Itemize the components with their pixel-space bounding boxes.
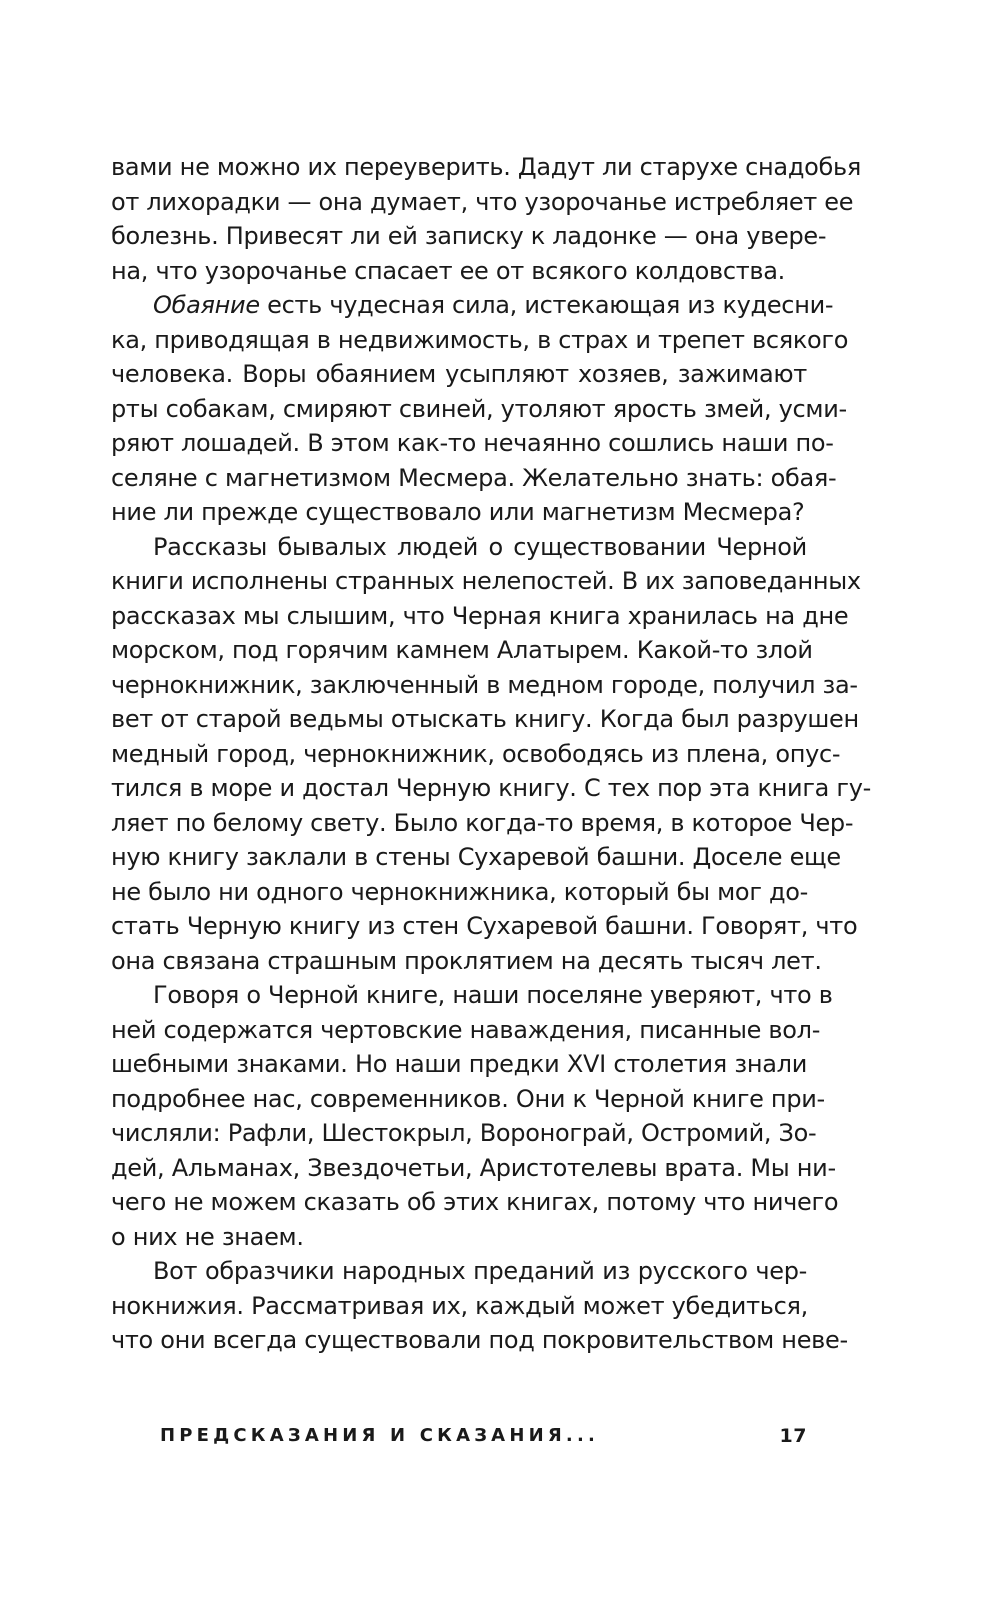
line-text: дей, Альманах, Звездочетьи, Аристотелевы врата. Мы ни- — [111, 1153, 836, 1182]
text-line — [111, 357, 807, 392]
text-line — [111, 1289, 807, 1324]
line-text: ка, приводящая в недвижимость, в страх и трепет всякого — [111, 325, 849, 354]
line-text: селяне с магнетизмом Месмера. Желательно знать: обая- — [111, 463, 837, 492]
line-text: на, что узорочанье спасает ее от всякого колдовства. — [111, 256, 786, 285]
text-line — [111, 944, 822, 979]
text-line — [111, 530, 807, 565]
text-line — [111, 219, 827, 254]
text-line — [111, 702, 859, 737]
line-text: книги исполнены странных нелепостей. В их заповеданных — [111, 567, 861, 595]
line-text: что они всегда существовали под покровительством неве- — [111, 1326, 848, 1354]
text-line — [111, 1220, 807, 1255]
paragraph — [111, 530, 871, 979]
text-line — [111, 737, 841, 772]
line-text: ние ли прежде существовало или магнетизм Месмера? — [111, 498, 805, 526]
line-text: она связана страшным проклятием на десять тысяч лет. — [111, 946, 822, 975]
text-line — [111, 1013, 821, 1048]
line-text: рассказах мы слышим, что Черная книга хранилась на дне — [111, 601, 849, 630]
line-text: человека. Воры обаянием усыпляют хозяев, зажимают — [111, 360, 807, 388]
line-text: от лихорадки — она думает, что узорочанье истребляет ее — [111, 187, 854, 216]
text-line — [111, 1185, 839, 1220]
text-line — [111, 909, 858, 944]
text-line — [111, 185, 854, 220]
line-text: медный город, чернокнижник, освободясь из плена, опус- — [111, 739, 841, 768]
line-text: Говоря о Черной книге, наши поселяне уверяют, что в — [153, 981, 833, 1009]
line-text: вет от старой ведьмы отыскать книгу. Когда был разрушен — [111, 705, 859, 733]
text-line — [111, 633, 813, 668]
text-line — [111, 1047, 807, 1082]
text-line — [111, 1254, 807, 1289]
text-line — [111, 426, 834, 461]
text-line — [111, 150, 862, 185]
text-line — [111, 288, 834, 323]
italic-term: Обаяние — [153, 291, 260, 319]
line-text: тился в море и достал Черную книгу. С тех пор эта книга гу- — [111, 774, 871, 802]
paragraph — [111, 150, 862, 288]
text-line — [111, 978, 833, 1013]
paragraph — [111, 288, 849, 530]
text-line — [111, 564, 861, 599]
text-line — [111, 1323, 848, 1358]
text-line — [111, 495, 807, 530]
text-line — [111, 1151, 836, 1186]
text-line — [111, 806, 854, 841]
text-line — [111, 771, 871, 806]
line-text: болезнь. Привесят ли ей записку к ладонке — она увере- — [111, 222, 827, 250]
line-text: чего не можем сказать об этих книгах, потому что ничего — [111, 1188, 839, 1216]
line-text: чернокнижник, заключенный в медном городе, получил за- — [111, 670, 858, 699]
line-text: ляет по белому свету. Было когда-то время, в которое Чер- — [111, 808, 854, 837]
line-text: числяли: Рафли, Шестокрыл, Воронограй, Остромий, Зо- — [111, 1119, 817, 1147]
text-line — [111, 1116, 817, 1151]
line-text: вами не можно их переуверить. Дадут ли старухе снадобья — [111, 153, 862, 181]
line-text: рты собакам, смиряют свиней, утоляют ярость змей, усми- — [111, 394, 847, 423]
text-line — [111, 875, 807, 910]
running-title: ПРЕДСКАЗАНИЯ И СКАЗАНИЯ... — [160, 1425, 600, 1446]
line-text: Вот образчики народных преданий из русского чер- — [153, 1257, 807, 1285]
text-line — [111, 254, 807, 289]
line-text: Рассказы бывалых людей о существовании Черной — [153, 532, 807, 561]
text-line — [111, 461, 837, 496]
page-footer — [160, 1419, 807, 1453]
line-text: морском, под горячим камнем Алатырем. Какой-то злой — [111, 636, 813, 664]
line-text: ряют лошадей. В этом как-то нечаянно сошлись наши по- — [111, 429, 834, 457]
text-line — [111, 599, 849, 634]
page-number: 17 — [779, 1425, 807, 1447]
text-line — [111, 840, 841, 875]
paragraph — [111, 978, 839, 1254]
page-body — [111, 150, 871, 1358]
text-line — [111, 392, 847, 427]
line-text: ную книгу заклали в стены Сухаревой башни. Доселе еще — [111, 843, 841, 871]
line-text: не было ни одного чернокнижника, который бы мог до- — [111, 877, 808, 906]
text-line — [111, 1082, 825, 1117]
line-text: есть чудесная сила, истекающая из кудесни- — [259, 291, 834, 319]
text-line — [111, 668, 858, 703]
line-text: подробнее нас, современников. Они к Черной книге при- — [111, 1084, 825, 1113]
line-text: о них не знаем. — [111, 1222, 304, 1251]
line-text: стать Черную книгу из стен Сухаревой башни. Говорят, что — [111, 912, 858, 940]
paragraph — [111, 1254, 848, 1358]
line-text: нокнижия. Рассматривая их, каждый может убедиться, — [111, 1291, 808, 1320]
line-text: ней содержатся чертовские наваждения, писанные вол- — [111, 1015, 821, 1044]
text-line — [111, 323, 849, 358]
line-text: шебными знаками. Но наши предки XVI столетия знали — [111, 1050, 807, 1078]
